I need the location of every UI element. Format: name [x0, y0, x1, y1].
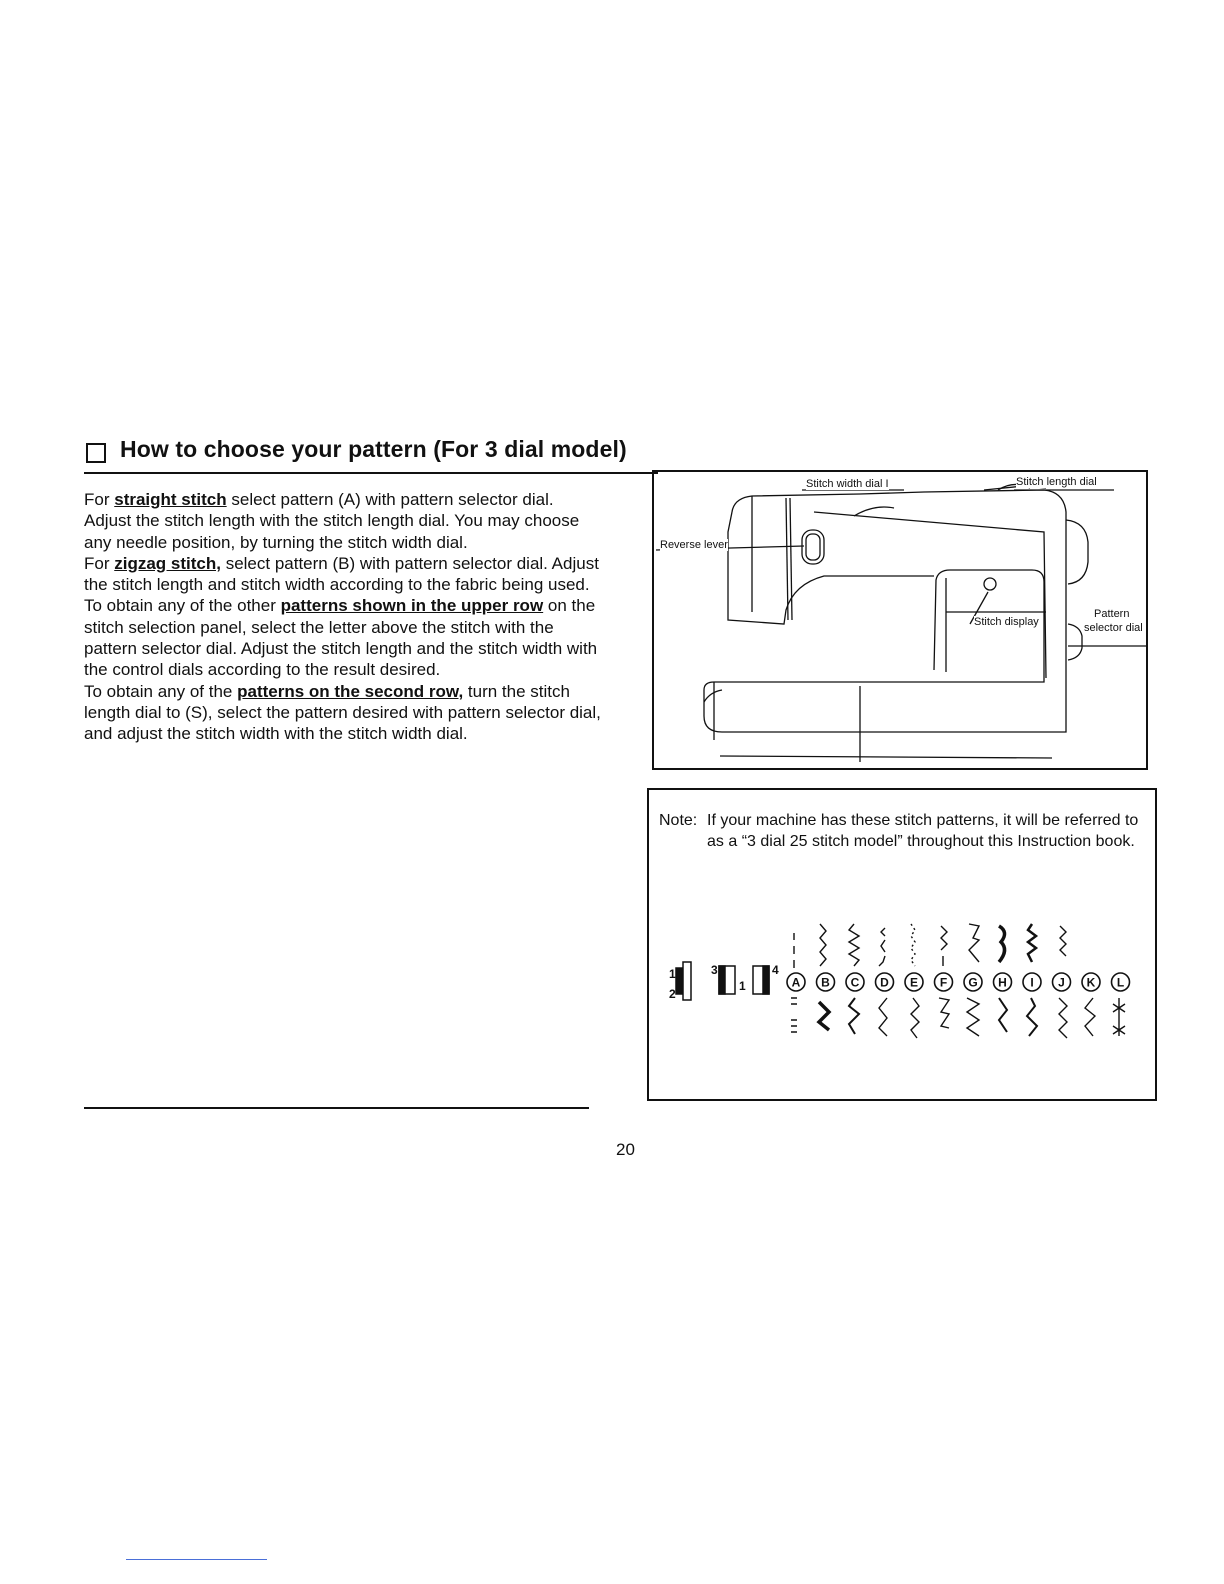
pattern-letter-e [905, 973, 923, 991]
paragraph-second-row: To obtain any of the patterns on the second row, turn the stitch length dial to (S), select the pattern desired with pattern selector dial, and adjust the stitch width with the stitch width dial. [84, 681, 601, 744]
bottom-rule [84, 1107, 589, 1109]
term-zigzag-stitch: zigzag stitch, [114, 553, 221, 573]
pattern-letter-g [964, 973, 982, 991]
sewing-machine-drawing [654, 472, 1146, 768]
note-text: If your machine has these stitch patterns, it will be referred to as a “3 dial 25 stitch model” throughout this Instruction book. [707, 812, 1139, 850]
letter-label: E [909, 975, 919, 990]
needle-position-number: 1 [669, 967, 676, 981]
note-lead: Note: [659, 812, 698, 829]
instructions-text [84, 489, 604, 745]
needle-position-number: 2 [669, 987, 676, 1001]
letter-label: I [1030, 975, 1034, 990]
pattern-letter-row [787, 973, 1130, 991]
page-number: 20 [616, 1140, 635, 1159]
sewing-machine-diagram [652, 470, 1148, 770]
paragraph-zigzag-stitch: For zigzag stitch, select pattern (B) with pattern selector dial. Adjust the stitch length and stitch width according to the fabric being used. [84, 553, 599, 595]
letter-label: D [880, 975, 889, 990]
letter-label: J [1058, 975, 1065, 990]
pattern-letter-d [876, 973, 894, 991]
pattern-letter-a [787, 973, 805, 991]
pattern-letter-c [846, 973, 864, 991]
paragraph-straight-stitch: For straight stitch select pattern (A) with pattern selector dial. Adjust the stitch length with the stitch length dial. You may choose any needle position, by turning the stitch width dial. [84, 490, 580, 552]
pattern-letter-h [994, 973, 1012, 991]
needle-position-number: 1 [739, 979, 746, 993]
pattern-letter-k [1082, 973, 1100, 991]
needle-position-icons [669, 962, 779, 1001]
pattern-letter-i [1023, 973, 1041, 991]
letter-label: K [1086, 975, 1096, 990]
pattern-selector-label-line2: selector dial [1084, 622, 1143, 634]
needle-position-number: 4 [772, 963, 779, 977]
letter-label: L [1116, 975, 1125, 990]
letter-label: G [968, 975, 978, 990]
term-upper-row: patterns shown in the upper row [280, 596, 544, 616]
pattern-letter-j [1053, 973, 1071, 991]
term-second-row: patterns on the second row, [237, 681, 464, 701]
needle-position-number: 3 [711, 963, 718, 977]
note-box [647, 788, 1157, 1101]
letter-label: F [939, 975, 948, 990]
letter-label: H [998, 975, 1007, 990]
reverse-lever-label: Reverse lever [660, 539, 728, 551]
section-title: How to choose your pattern (For 3 dial model) [120, 436, 627, 462]
term-straight-stitch: straight stitch [114, 490, 227, 509]
paragraph-upper-row: To obtain any of the other patterns shown in the upper row on the stitch selection panel, select the letter above the stitch with the pattern selector dial. Adjust the stitch length and the stitch width with the control dials according to the result desired. [84, 596, 598, 680]
pattern-letter-f [935, 973, 953, 991]
stitch-length-dial-label: Stitch length dial [1016, 476, 1097, 488]
footer-link-underline [126, 1559, 267, 1560]
section-heading [84, 436, 658, 474]
letter-label: C [850, 975, 860, 990]
stitch-display-label: Stitch display [974, 616, 1039, 628]
checkbox-square-icon [86, 443, 106, 463]
pattern-letter-b [817, 973, 835, 991]
pattern-letter-l [1112, 973, 1130, 991]
pattern-selector-label-line1: Pattern [1094, 608, 1130, 620]
upper-row-stitches [794, 924, 1066, 968]
stitch-width-dial-label: Stitch width dial I [806, 478, 889, 490]
letter-label: A [791, 975, 801, 990]
letter-label: B [821, 975, 830, 990]
lower-row-stitches [791, 998, 1125, 1038]
stitch-pattern-chart [649, 790, 1155, 1099]
